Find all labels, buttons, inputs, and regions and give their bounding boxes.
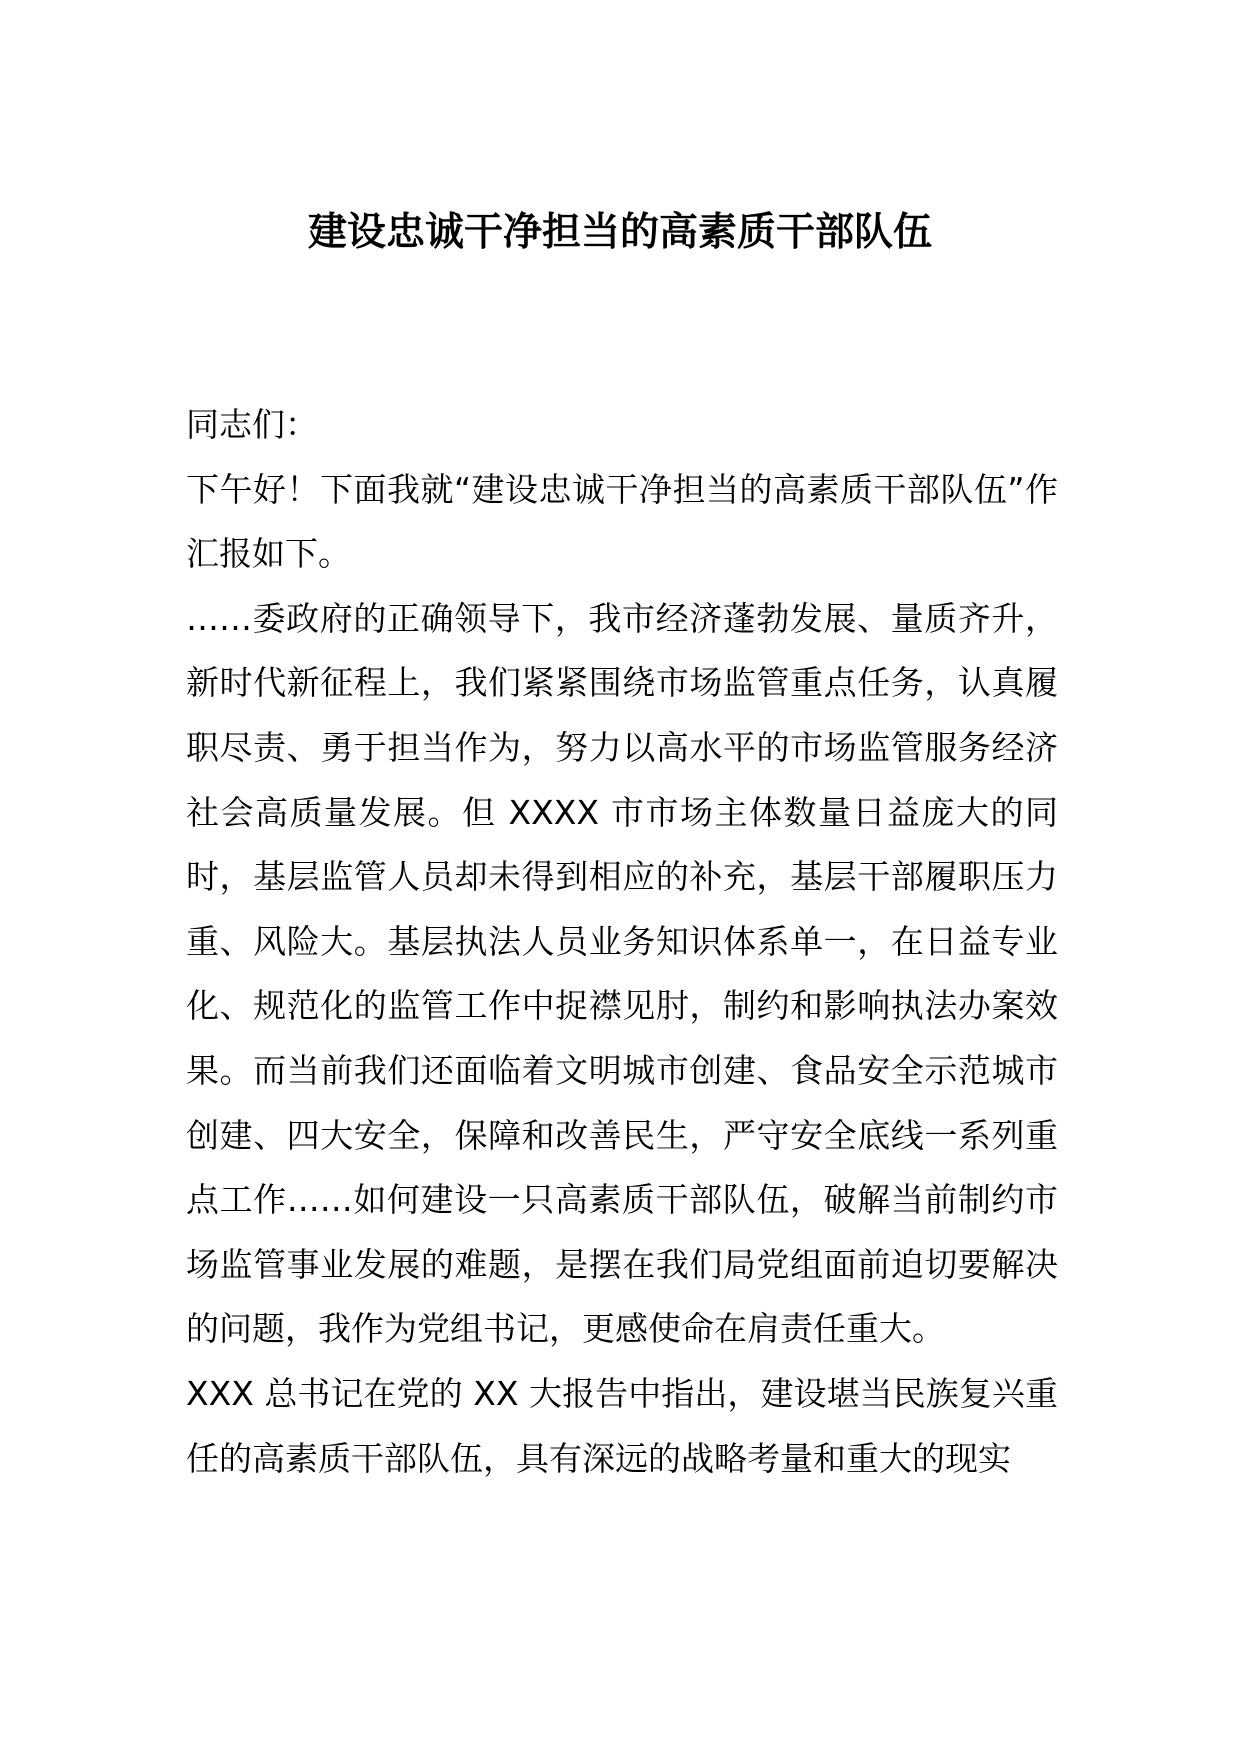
body-paragraph: ……委政府的正确领导下，我市经济蓬勃发展、量质齐升，新时代新征程上，我们紧紧围绕市场监管重点任务，认真履职尽责、勇于担当作为，努力以高水平的市场监管服务经济社会高质量发展。但 XXXX 市市场主体数量日益庞大的同时，基层监管人员却未得到相应的补充，基层干部履职压力重、风险大。基层执法人员业务知识体系单一，在日益专业化、规范化的监管工作中捉襟见肘，制约和影响执法办案效果。而当前我们还面临着文明城市创建、食品安全示范城市创建、四大安全，保障和改善民生，严守安全底线一系列重点工作……如何建设一只高素质干部队伍，破解当前制约市场监管事业发展的难题，是摆在我们局党组面前迫切要解决的问题，我作为党组书记，更感使命在肩责任重大。 [186,598,1058,1349]
body-paragraph: XXX 总书记在党的 XX 大报告中指出，建设堪当民族复兴重任的高素质干部队伍，具有深远的战略考量和重大的现实 [186,1373,1058,1478]
document-body [186,393,1058,1491]
body-paragraph: 下午好！下面我就“建设忠诚干净担当的高素质干部队伍”作汇报如下。 [186,469,1058,574]
document-title: 建设忠诚干净担当的高素质干部队伍 [307,210,932,255]
salutation: 同志们： [186,405,318,444]
